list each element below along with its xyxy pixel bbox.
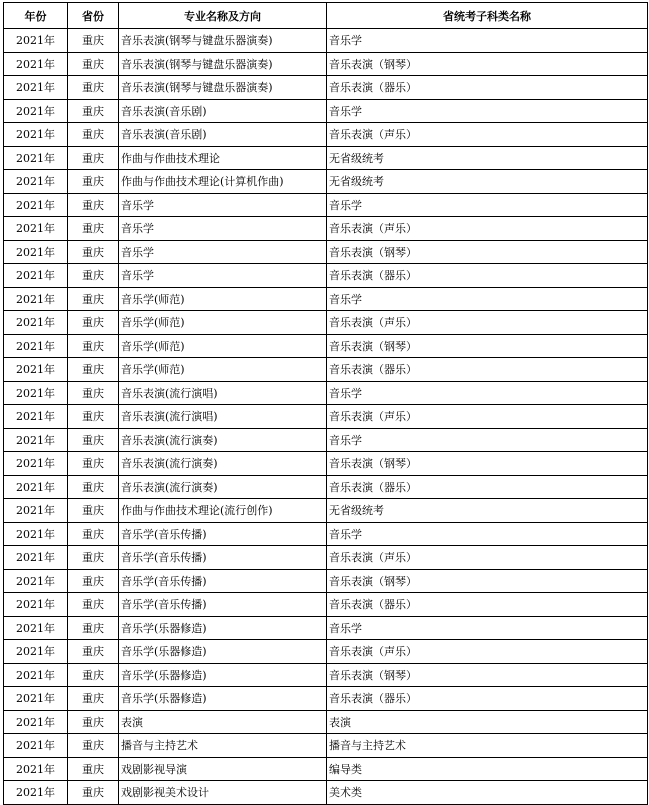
cell-exam-category: 音乐表演（器乐）: [327, 593, 648, 617]
table-row: [4, 52, 648, 76]
table-row: [4, 123, 648, 147]
cell-province: 重庆: [68, 546, 119, 570]
table-row: [4, 287, 648, 311]
cell-province: 重庆: [68, 452, 119, 476]
cell-province: 重庆: [68, 52, 119, 76]
cell-year: 2021年: [4, 287, 68, 311]
table-row: [4, 616, 648, 640]
header-row: [4, 3, 648, 29]
table-row: [4, 499, 648, 523]
table-row: [4, 663, 648, 687]
cell-year: 2021年: [4, 734, 68, 758]
cell-major: 音乐学: [119, 217, 327, 241]
cell-major: 戏剧影视美术设计: [119, 781, 327, 805]
cell-major: 音乐学(乐器修造): [119, 616, 327, 640]
cell-exam-category: 音乐表演（钢琴）: [327, 663, 648, 687]
cell-province: 重庆: [68, 358, 119, 382]
cell-exam-category: 音乐表演（器乐）: [327, 76, 648, 100]
cell-exam-category: 音乐学: [327, 193, 648, 217]
cell-year: 2021年: [4, 663, 68, 687]
cell-major: 音乐学(乐器修造): [119, 663, 327, 687]
cell-exam-category: 音乐表演（器乐）: [327, 264, 648, 288]
cell-year: 2021年: [4, 616, 68, 640]
cell-exam-category: 音乐表演（钢琴）: [327, 452, 648, 476]
table-row: [4, 546, 648, 570]
cell-year: 2021年: [4, 546, 68, 570]
cell-year: 2021年: [4, 640, 68, 664]
cell-exam-category: 音乐学: [327, 428, 648, 452]
cell-major: 音乐学(师范): [119, 358, 327, 382]
cell-exam-category: 音乐学: [327, 522, 648, 546]
cell-exam-category: 音乐表演（钢琴）: [327, 240, 648, 264]
cell-year: 2021年: [4, 52, 68, 76]
cell-province: 重庆: [68, 76, 119, 100]
table-row: [4, 428, 648, 452]
cell-province: 重庆: [68, 710, 119, 734]
cell-exam-category: 音乐学: [327, 616, 648, 640]
cell-major: 音乐学(师范): [119, 334, 327, 358]
cell-province: 重庆: [68, 170, 119, 194]
cell-province: 重庆: [68, 287, 119, 311]
cell-exam-category: 音乐学: [327, 287, 648, 311]
cell-province: 重庆: [68, 29, 119, 53]
table-row: [4, 640, 648, 664]
cell-exam-category: 音乐表演（声乐）: [327, 123, 648, 147]
cell-major: 音乐学(乐器修造): [119, 687, 327, 711]
table-row: [4, 687, 648, 711]
table-row: [4, 193, 648, 217]
cell-exam-category: 音乐表演（器乐）: [327, 475, 648, 499]
cell-province: 重庆: [68, 522, 119, 546]
cell-year: 2021年: [4, 146, 68, 170]
cell-year: 2021年: [4, 569, 68, 593]
table-row: [4, 452, 648, 476]
cell-major: 表演: [119, 710, 327, 734]
cell-province: 重庆: [68, 734, 119, 758]
cell-province: 重庆: [68, 381, 119, 405]
cell-exam-category: 音乐表演（器乐）: [327, 687, 648, 711]
cell-exam-category: 无省级统考: [327, 146, 648, 170]
cell-exam-category: 音乐表演（声乐）: [327, 640, 648, 664]
cell-year: 2021年: [4, 593, 68, 617]
cell-year: 2021年: [4, 311, 68, 335]
cell-year: 2021年: [4, 123, 68, 147]
cell-exam-category: 播音与主持艺术: [327, 734, 648, 758]
table-row: [4, 781, 648, 805]
cell-exam-category: 音乐学: [327, 29, 648, 53]
cell-province: 重庆: [68, 475, 119, 499]
cell-major: 音乐表演(流行演奏): [119, 428, 327, 452]
cell-year: 2021年: [4, 193, 68, 217]
table-row: [4, 311, 648, 335]
table-row: [4, 264, 648, 288]
cell-year: 2021年: [4, 334, 68, 358]
header-exam-category: 省统考子科类名称: [327, 3, 648, 29]
cell-year: 2021年: [4, 29, 68, 53]
table-row: [4, 334, 648, 358]
table-body: [4, 29, 648, 805]
cell-province: 重庆: [68, 499, 119, 523]
cell-major: 播音与主持艺术: [119, 734, 327, 758]
table-row: [4, 569, 648, 593]
cell-major: 音乐学(乐器修造): [119, 640, 327, 664]
cell-major: 音乐表演(钢琴与键盘乐器演奏): [119, 52, 327, 76]
cell-year: 2021年: [4, 710, 68, 734]
cell-province: 重庆: [68, 781, 119, 805]
cell-province: 重庆: [68, 616, 119, 640]
cell-province: 重庆: [68, 193, 119, 217]
cell-province: 重庆: [68, 405, 119, 429]
table-row: [4, 99, 648, 123]
cell-major: 作曲与作曲技术理论(计算机作曲): [119, 170, 327, 194]
cell-major: 音乐学(师范): [119, 287, 327, 311]
cell-province: 重庆: [68, 217, 119, 241]
cell-province: 重庆: [68, 687, 119, 711]
cell-province: 重庆: [68, 569, 119, 593]
cell-province: 重庆: [68, 123, 119, 147]
cell-year: 2021年: [4, 499, 68, 523]
cell-exam-category: 音乐表演（钢琴）: [327, 334, 648, 358]
cell-province: 重庆: [68, 593, 119, 617]
cell-major: 戏剧影视导演: [119, 757, 327, 781]
cell-province: 重庆: [68, 757, 119, 781]
cell-year: 2021年: [4, 358, 68, 382]
cell-major: 音乐学: [119, 240, 327, 264]
cell-exam-category: 音乐表演（钢琴）: [327, 569, 648, 593]
table-row: [4, 146, 648, 170]
major-category-table: [3, 2, 648, 805]
table-row: [4, 757, 648, 781]
cell-year: 2021年: [4, 405, 68, 429]
cell-exam-category: 音乐表演（声乐）: [327, 546, 648, 570]
cell-major: 音乐表演(音乐剧): [119, 123, 327, 147]
cell-year: 2021年: [4, 452, 68, 476]
table-row: [4, 240, 648, 264]
cell-year: 2021年: [4, 264, 68, 288]
cell-major: 音乐表演(流行演唱): [119, 381, 327, 405]
cell-exam-category: 音乐表演（声乐）: [327, 405, 648, 429]
cell-major: 音乐学(音乐传播): [119, 522, 327, 546]
cell-major: 音乐学(音乐传播): [119, 593, 327, 617]
cell-major: 音乐表演(音乐剧): [119, 99, 327, 123]
cell-major: 音乐学(音乐传播): [119, 546, 327, 570]
cell-exam-category: 表演: [327, 710, 648, 734]
cell-year: 2021年: [4, 522, 68, 546]
cell-year: 2021年: [4, 687, 68, 711]
cell-province: 重庆: [68, 428, 119, 452]
cell-year: 2021年: [4, 428, 68, 452]
cell-major: 音乐学(师范): [119, 311, 327, 335]
table-row: [4, 710, 648, 734]
header-major: 专业名称及方向: [119, 3, 327, 29]
cell-exam-category: 美术类: [327, 781, 648, 805]
cell-year: 2021年: [4, 757, 68, 781]
cell-exam-category: 无省级统考: [327, 499, 648, 523]
cell-year: 2021年: [4, 781, 68, 805]
cell-year: 2021年: [4, 170, 68, 194]
cell-year: 2021年: [4, 76, 68, 100]
cell-major: 音乐学(音乐传播): [119, 569, 327, 593]
table-row: [4, 381, 648, 405]
table-row: [4, 217, 648, 241]
table-row: [4, 76, 648, 100]
cell-major: 音乐表演(流行演奏): [119, 452, 327, 476]
cell-year: 2021年: [4, 99, 68, 123]
cell-major: 音乐学: [119, 264, 327, 288]
table-row: [4, 405, 648, 429]
cell-province: 重庆: [68, 240, 119, 264]
table-header: [4, 3, 648, 29]
cell-year: 2021年: [4, 240, 68, 264]
cell-major: 音乐表演(流行演唱): [119, 405, 327, 429]
cell-year: 2021年: [4, 381, 68, 405]
cell-province: 重庆: [68, 334, 119, 358]
table-row: [4, 475, 648, 499]
cell-exam-category: 音乐表演（钢琴）: [327, 52, 648, 76]
header-year: 年份: [4, 3, 68, 29]
table-row: [4, 358, 648, 382]
cell-province: 重庆: [68, 640, 119, 664]
table-row: [4, 593, 648, 617]
cell-year: 2021年: [4, 217, 68, 241]
cell-year: 2021年: [4, 475, 68, 499]
cell-exam-category: 音乐表演（声乐）: [327, 311, 648, 335]
cell-exam-category: 音乐表演（器乐）: [327, 358, 648, 382]
table-row: [4, 170, 648, 194]
cell-province: 重庆: [68, 99, 119, 123]
table-row: [4, 734, 648, 758]
cell-major: 音乐学: [119, 193, 327, 217]
cell-major: 音乐表演(钢琴与键盘乐器演奏): [119, 76, 327, 100]
cell-major: 音乐表演(流行演奏): [119, 475, 327, 499]
cell-exam-category: 音乐学: [327, 99, 648, 123]
cell-province: 重庆: [68, 311, 119, 335]
cell-province: 重庆: [68, 663, 119, 687]
cell-major: 音乐表演(钢琴与键盘乐器演奏): [119, 29, 327, 53]
cell-exam-category: 无省级统考: [327, 170, 648, 194]
cell-major: 作曲与作曲技术理论(流行创作): [119, 499, 327, 523]
table-row: [4, 29, 648, 53]
header-province: 省份: [68, 3, 119, 29]
cell-province: 重庆: [68, 264, 119, 288]
cell-exam-category: 编导类: [327, 757, 648, 781]
cell-exam-category: 音乐表演（声乐）: [327, 217, 648, 241]
cell-province: 重庆: [68, 146, 119, 170]
table-row: [4, 522, 648, 546]
cell-major: 作曲与作曲技术理论: [119, 146, 327, 170]
cell-exam-category: 音乐学: [327, 381, 648, 405]
